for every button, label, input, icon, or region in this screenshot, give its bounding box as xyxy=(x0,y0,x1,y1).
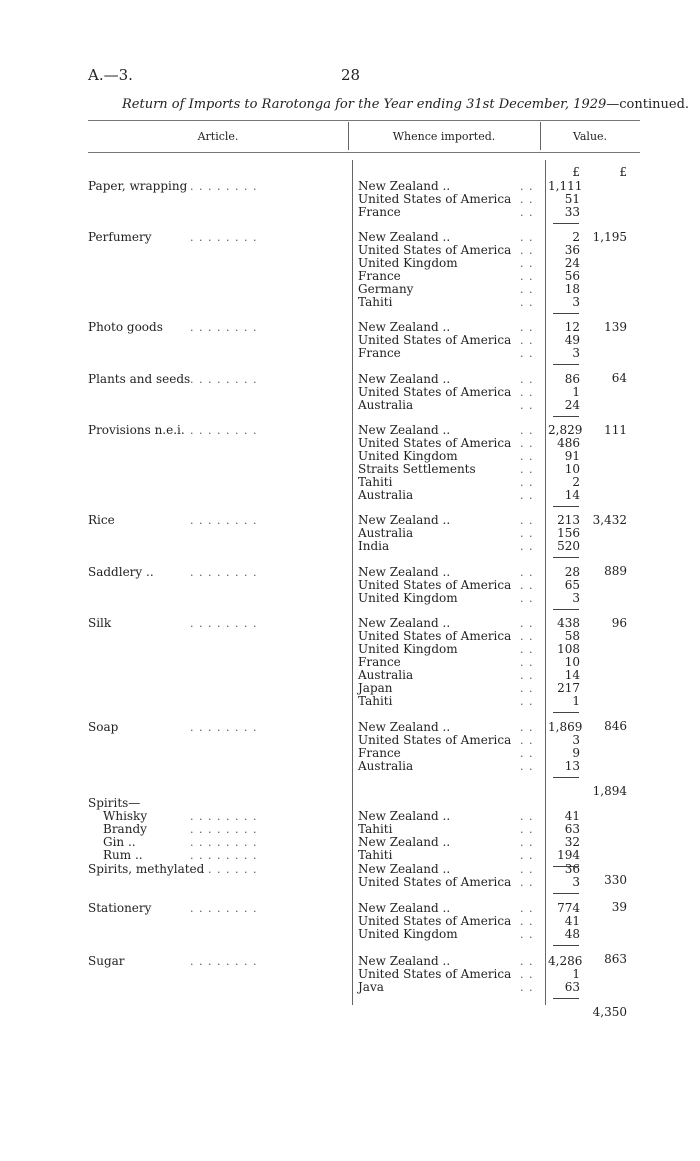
article-leader: . . . . . . . . xyxy=(190,514,258,527)
country-name: Java xyxy=(358,980,384,994)
article-name: Saddlery .. xyxy=(88,565,154,579)
country-leader: . . xyxy=(520,347,534,360)
sub-value: 217 xyxy=(557,681,580,695)
country-leader: . . xyxy=(520,527,534,540)
country-leader: . . xyxy=(520,489,534,502)
country-name: New Zealand .. xyxy=(358,565,451,579)
article-heading: Spirits— xyxy=(88,796,141,810)
country-name: United States of America xyxy=(358,733,512,747)
sub-value: 1 xyxy=(572,385,580,399)
country-leader: . . xyxy=(520,902,534,915)
country-name: United States of America xyxy=(358,333,512,347)
subtotal-rule xyxy=(553,223,579,224)
country-name: Australia xyxy=(358,526,414,540)
sub-value: 36 xyxy=(564,862,580,876)
sub-value: 108 xyxy=(557,642,580,656)
country-leader: . . xyxy=(520,450,534,463)
column-header-article: Article. xyxy=(197,130,239,143)
country-leader: . . xyxy=(520,836,534,849)
country-name: United States of America xyxy=(358,243,512,257)
currency-unit-total: £ xyxy=(619,165,627,179)
sub-value: 24 xyxy=(564,256,580,270)
country-name: United States of America xyxy=(358,967,512,981)
article-leader: . . . . . . . . xyxy=(190,836,258,849)
sub-value: 1 xyxy=(572,694,580,708)
country-leader: . . xyxy=(520,206,534,219)
sub-value: 520 xyxy=(557,539,580,553)
country-name: United Kingdom xyxy=(358,642,458,656)
country-name: New Zealand .. xyxy=(358,862,451,876)
subtotal-rule xyxy=(553,416,579,417)
country-name: United States of America xyxy=(358,578,512,592)
article-leader: . . . . . . . . xyxy=(190,823,258,836)
subtotal-rule xyxy=(553,364,579,365)
group-total: 139 xyxy=(604,320,627,334)
country-name: Tahiti xyxy=(358,295,393,309)
subtotal-rule xyxy=(553,506,579,507)
country-leader: . . xyxy=(520,928,534,941)
article-name: Paper, wrapping xyxy=(88,179,188,193)
country-leader: . . xyxy=(520,734,534,747)
country-leader: . . xyxy=(520,721,534,734)
sub-value: 91 xyxy=(564,449,580,463)
country-name: New Zealand .. xyxy=(358,179,451,193)
country-name: France xyxy=(358,746,401,760)
header-top-rule xyxy=(88,120,640,121)
country-leader: . . xyxy=(520,283,534,296)
country-leader: . . xyxy=(520,424,534,437)
sub-value: 3 xyxy=(572,346,580,360)
country-name: New Zealand .. xyxy=(358,513,451,527)
sub-value: 63 xyxy=(564,980,580,994)
country-leader: . . xyxy=(520,514,534,527)
sub-value: 10 xyxy=(564,462,580,476)
article-leader: . . . . . . . . xyxy=(190,424,258,437)
sub-value: 194 xyxy=(557,848,580,862)
sub-value: 3 xyxy=(572,733,580,747)
group-total: 64 xyxy=(611,371,627,385)
sub-value: 486 xyxy=(557,436,580,450)
value-column-rule xyxy=(545,160,546,1005)
country-leader: . . xyxy=(520,592,534,605)
document-reference: A.—3. xyxy=(88,66,133,84)
country-name: Australia xyxy=(358,668,414,682)
subtotal-rule xyxy=(553,998,579,999)
country-leader: . . xyxy=(520,823,534,836)
country-leader: . . xyxy=(520,566,534,579)
sub-value: 41 xyxy=(564,809,580,823)
country-leader: . . xyxy=(520,180,534,193)
country-name: United Kingdom xyxy=(358,256,458,270)
country-name: United States of America xyxy=(358,875,512,889)
article-name: Plants and seeds xyxy=(88,372,191,386)
sub-value: 438 xyxy=(557,616,580,630)
sub-value: 13 xyxy=(564,759,580,773)
group-total: 3,432 xyxy=(592,513,627,527)
group-total: 111 xyxy=(604,423,627,437)
country-name: Japan xyxy=(358,681,393,695)
country-leader: . . xyxy=(520,579,534,592)
article-name: Perfumery xyxy=(88,230,152,244)
sub-value: 51 xyxy=(564,192,580,206)
caption-continued: —continued. xyxy=(606,97,690,112)
sub-value: 36 xyxy=(564,243,580,257)
sub-value: 10 xyxy=(564,655,580,669)
sub-value: 9 xyxy=(572,746,580,760)
currency-unit-sub: £ xyxy=(572,165,580,179)
country-name: France xyxy=(358,655,401,669)
country-name: New Zealand .. xyxy=(358,230,451,244)
sub-value: 33 xyxy=(564,205,580,219)
country-leader: . . xyxy=(520,540,534,553)
country-leader: . . xyxy=(520,257,534,270)
sub-value: 49 xyxy=(564,333,580,347)
country-leader: . . xyxy=(520,849,534,862)
country-leader: . . xyxy=(520,915,534,928)
country-name: Tahiti xyxy=(358,475,393,489)
country-name: United Kingdom xyxy=(358,927,458,941)
country-leader: . . xyxy=(520,476,534,489)
country-name: Straits Settlements xyxy=(358,462,476,476)
country-name: United States of America xyxy=(358,192,512,206)
country-name: France xyxy=(358,205,401,219)
header-bottom-rule xyxy=(88,152,640,153)
country-name: United States of America xyxy=(358,629,512,643)
sub-article-name: Brandy xyxy=(103,822,147,836)
article-leader: . . . . . . . . xyxy=(190,810,258,823)
sub-value: 86 xyxy=(564,372,580,386)
article-name: Sugar xyxy=(88,954,125,968)
sub-value: 41 xyxy=(564,914,580,928)
sub-value: 1 xyxy=(572,967,580,981)
sub-value: 1,869 xyxy=(548,720,583,734)
article-leader: . . . . . . . . xyxy=(190,617,258,630)
article-name: Soap xyxy=(88,720,119,734)
sub-value: 774 xyxy=(557,901,580,915)
sub-value: 1,111 xyxy=(548,179,583,193)
sub-article-name: Rum .. xyxy=(103,848,143,862)
sub-article-name: Whisky xyxy=(103,809,148,823)
country-name: Australia xyxy=(358,488,414,502)
sub-value: 3 xyxy=(572,591,580,605)
sub-value: 14 xyxy=(564,668,580,682)
country-name: New Zealand .. xyxy=(358,616,451,630)
group-total: 889 xyxy=(604,564,627,578)
country-leader: . . xyxy=(520,231,534,244)
article-leader: . . . . . . . . xyxy=(190,231,258,244)
country-name: Germany xyxy=(358,282,414,296)
article-leader: . . . . . . . . xyxy=(190,902,258,915)
article-name: Photo goods xyxy=(88,320,163,334)
country-leader: . . xyxy=(520,669,534,682)
country-leader: . . xyxy=(520,810,534,823)
article-leader: . . . . . . . . xyxy=(190,955,258,968)
article-name: Provisions n.e.i. xyxy=(88,423,185,437)
group-total: 4,350 xyxy=(592,1005,627,1019)
sub-value: 63 xyxy=(564,822,580,836)
subtotal-rule xyxy=(553,945,579,946)
sub-value: 156 xyxy=(557,526,580,540)
country-name: France xyxy=(358,346,401,360)
sub-value: 2,829 xyxy=(548,423,583,437)
subtotal-rule xyxy=(553,609,579,610)
article-name: Spirits, methylated xyxy=(88,862,205,876)
sub-value: 32 xyxy=(564,835,580,849)
country-leader: . . xyxy=(520,617,534,630)
country-name: Tahiti xyxy=(358,848,393,862)
table-caption xyxy=(122,97,689,112)
sub-value: 18 xyxy=(564,282,580,296)
sub-value: 24 xyxy=(564,398,580,412)
country-leader: . . xyxy=(520,656,534,669)
country-name: New Zealand .. xyxy=(358,720,451,734)
article-leader: . . . . . . . . xyxy=(190,849,258,862)
country-name: United Kingdom xyxy=(358,591,458,605)
country-name: France xyxy=(358,269,401,283)
subtotal-rule xyxy=(553,712,579,713)
country-name: Australia xyxy=(358,759,414,773)
sub-value: 3 xyxy=(572,295,580,309)
group-total: 39 xyxy=(611,900,627,914)
country-name: United States of America xyxy=(358,914,512,928)
sub-value: 12 xyxy=(564,320,580,334)
country-leader: . . xyxy=(520,437,534,450)
subtotal-rule xyxy=(553,777,579,778)
country-leader: . . xyxy=(520,193,534,206)
subtotal-rule xyxy=(553,557,579,558)
country-leader: . . xyxy=(520,643,534,656)
country-name: Tahiti xyxy=(358,822,393,836)
group-total: 1,894 xyxy=(592,784,627,798)
country-leader: . . xyxy=(520,334,534,347)
country-leader: . . xyxy=(520,244,534,257)
country-leader: . . xyxy=(520,747,534,760)
country-name: United States of America xyxy=(358,385,512,399)
article-name: Stationery xyxy=(88,901,152,915)
group-total: 846 xyxy=(604,719,627,733)
country-name: United States of America xyxy=(358,436,512,450)
column-header-value: Value. xyxy=(572,130,608,143)
country-name: Australia xyxy=(358,398,414,412)
country-leader: . . xyxy=(520,463,534,476)
article-leader: . . . . . . . . xyxy=(190,180,258,193)
country-leader: . . xyxy=(520,760,534,773)
country-name: New Zealand .. xyxy=(358,954,451,968)
group-total: 330 xyxy=(604,873,627,887)
sub-value: 213 xyxy=(557,513,580,527)
country-leader: . . xyxy=(520,270,534,283)
country-leader: . . xyxy=(520,321,534,334)
sub-value: 4,286 xyxy=(548,954,583,968)
sub-value: 58 xyxy=(564,629,580,643)
article-name: Rice xyxy=(88,513,115,527)
column-header-whence: Whence imported. xyxy=(392,130,496,143)
sub-article-name: Gin .. xyxy=(103,835,136,849)
article-leader: . . . . . . . . xyxy=(190,566,258,579)
country-name: United Kingdom xyxy=(358,449,458,463)
country-name: India xyxy=(358,539,390,553)
sub-value: 2 xyxy=(572,230,580,244)
sub-value: 48 xyxy=(564,927,580,941)
subtotal-rule xyxy=(553,313,579,314)
country-leader: . . xyxy=(520,296,534,309)
article-name: Silk xyxy=(88,616,112,630)
article-leader: . . . . . . . . xyxy=(190,721,258,734)
country-leader: . . xyxy=(520,682,534,695)
country-leader: . . xyxy=(520,630,534,643)
country-name: New Zealand .. xyxy=(358,320,451,334)
subtotal-rule xyxy=(553,893,579,894)
sub-value: 28 xyxy=(564,565,580,579)
whence-column-rule xyxy=(352,160,353,1005)
country-leader: . . xyxy=(520,955,534,968)
country-name: New Zealand .. xyxy=(358,901,451,915)
country-name: New Zealand .. xyxy=(358,809,451,823)
country-name: Tahiti xyxy=(358,694,393,708)
sub-value: 14 xyxy=(564,488,580,502)
sub-value: 65 xyxy=(564,578,580,592)
country-name: New Zealand .. xyxy=(358,835,451,849)
country-name: New Zealand .. xyxy=(358,372,451,386)
country-leader: . . xyxy=(520,968,534,981)
sub-value: 2 xyxy=(572,475,580,489)
page-number: 28 xyxy=(341,66,361,84)
group-total: 1,195 xyxy=(592,230,627,244)
country-leader: . . xyxy=(520,373,534,386)
group-total: 96 xyxy=(611,616,627,630)
country-leader: . . xyxy=(520,876,534,889)
sub-value: 3 xyxy=(572,875,580,889)
country-leader: . . xyxy=(520,386,534,399)
country-leader: . . xyxy=(520,695,534,708)
country-leader: . . xyxy=(520,981,534,994)
country-name: New Zealand .. xyxy=(358,423,451,437)
country-leader: . . xyxy=(520,863,534,876)
group-total: 863 xyxy=(604,952,627,966)
country-leader: . . xyxy=(520,399,534,412)
sub-value: 56 xyxy=(564,269,580,283)
article-leader: . . . . . . . . xyxy=(190,373,258,386)
article-leader: . . . . . . . . xyxy=(190,863,258,876)
article-leader: . . . . . . . . xyxy=(190,321,258,334)
caption-title: Return of Imports to Rarotonga for the Year ending 31st December, 1929 xyxy=(122,97,607,112)
